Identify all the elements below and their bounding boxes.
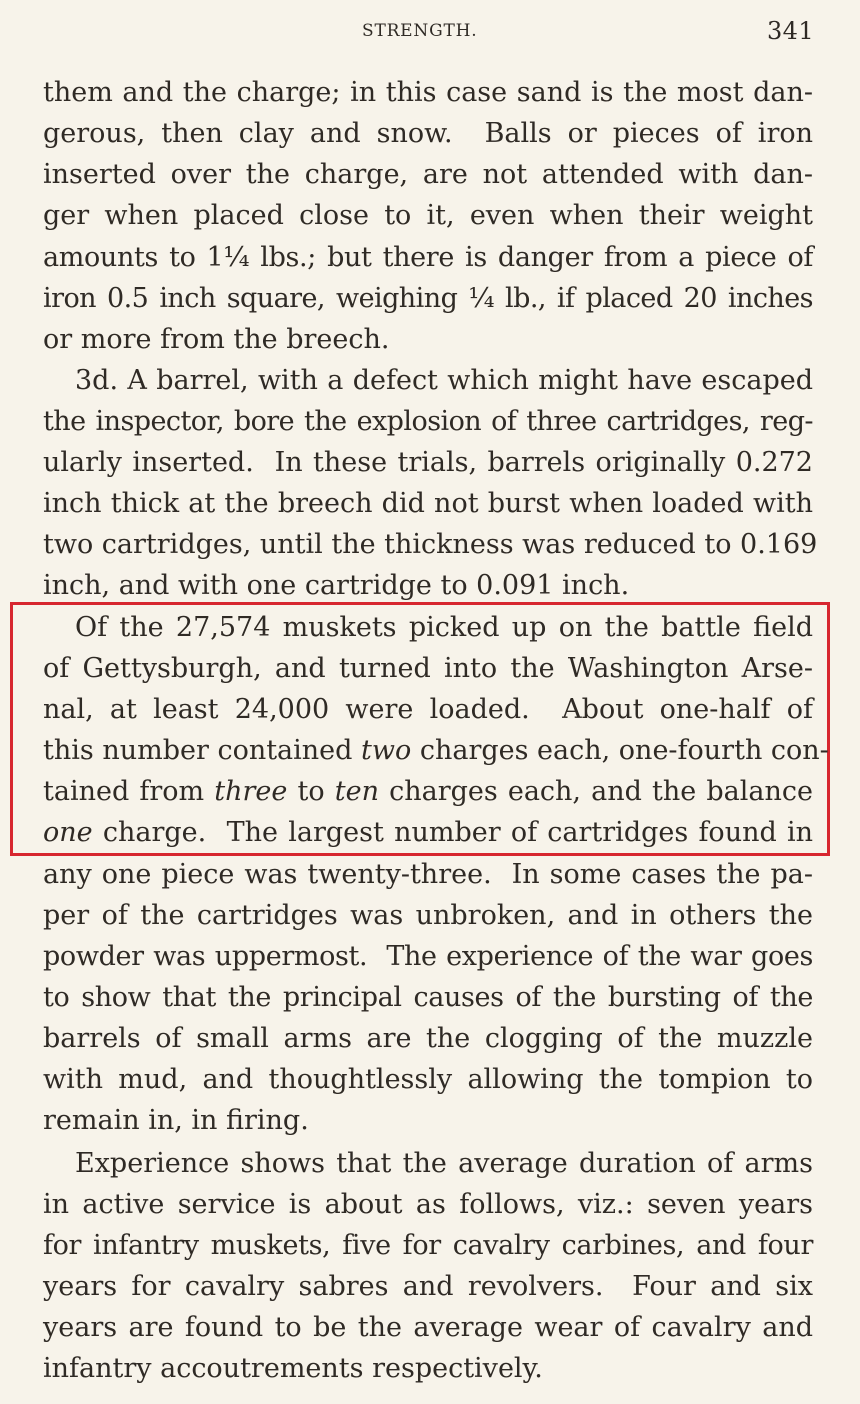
text-line: to show that the principal causes of the bursting of the [43, 982, 813, 1013]
italic-word: ten [334, 776, 379, 807]
text-line [43, 813, 813, 853]
text-line: years are found to be the average wear of cavalry and [43, 1312, 813, 1343]
text-line: years for cavalry sabres and revolvers. Four and six [43, 1271, 813, 1302]
text-line: inch, and with one cartridge to 0.091 inch. [43, 570, 630, 601]
text-line: infantry accoutrements respectively. [43, 1353, 543, 1384]
text-line: iron 0.5 inch square, weighing ¼ lb., if placed 20 inches [43, 283, 813, 314]
text-line: gerous, then clay and snow. Balls or pieces of iron [43, 118, 813, 149]
text-line: or more from the breech. [43, 324, 390, 355]
text-run: this number contained [43, 735, 362, 766]
running-header-title: STRENGTH. [362, 21, 478, 41]
text-line: two cartridges, until the thickness was reduced to 0.169 [43, 529, 818, 560]
text-line: barrels of small arms are the clogging of the muzzle [43, 1023, 813, 1054]
text-run: charges each, one-fourth con- [411, 735, 829, 766]
text-line: any one piece was twenty-three. In some cases the pa- [43, 859, 813, 890]
text-line: amounts to 1¼ lbs.; but there is danger from a piece of [43, 242, 813, 273]
text-line: of Gettysburgh, and turned into the Washington Arse- [43, 653, 813, 684]
text-line: with mud, and thoughtlessly allowing the tompion to [43, 1064, 813, 1095]
text-line: Of the 27,574 muskets picked up on the battle field [75, 612, 813, 643]
text-line: ger when placed close to it, even when their weight [43, 200, 813, 231]
text-line: in active service is about as follows, viz.: seven years [43, 1189, 813, 1220]
page-number: 341 [766, 17, 814, 45]
text-line: Experience shows that the average duration of arms [75, 1148, 813, 1179]
text-line: ularly inserted. In these trials, barrels originally 0.272 [43, 447, 813, 478]
text-line: per of the cartridges was unbroken, and in others the [43, 900, 813, 931]
italic-word: three [214, 776, 288, 807]
text-line: inserted over the charge, are not attended with dan- [43, 159, 813, 190]
text-run: tained from [43, 776, 215, 807]
text-line: 3d. A barrel, with a defect which might have escaped [75, 365, 813, 396]
italic-word: one [43, 817, 93, 848]
text-line: powder was uppermost. The experience of the war goes [43, 941, 813, 972]
text-line: remain in, in firing. [43, 1105, 309, 1136]
text-line [43, 772, 813, 812]
text-line: nal, at least 24,000 were loaded. About one-half of [43, 694, 813, 725]
italic-word: two [361, 735, 412, 766]
text-line: for infantry muskets, five for cavalry carbines, and four [43, 1230, 813, 1261]
text-line: inch thick at the breech did not burst when loaded with [43, 488, 813, 519]
text-run: to [287, 776, 335, 807]
text-line: the inspector, bore the explosion of three cartridges, reg- [43, 406, 813, 437]
text-line [43, 731, 829, 771]
text-run: charge. The largest number of cartridges found in [92, 817, 813, 848]
text-run: charges each, and the balance [378, 776, 813, 807]
text-line: them and the charge; in this case sand is the most dan- [43, 77, 813, 108]
